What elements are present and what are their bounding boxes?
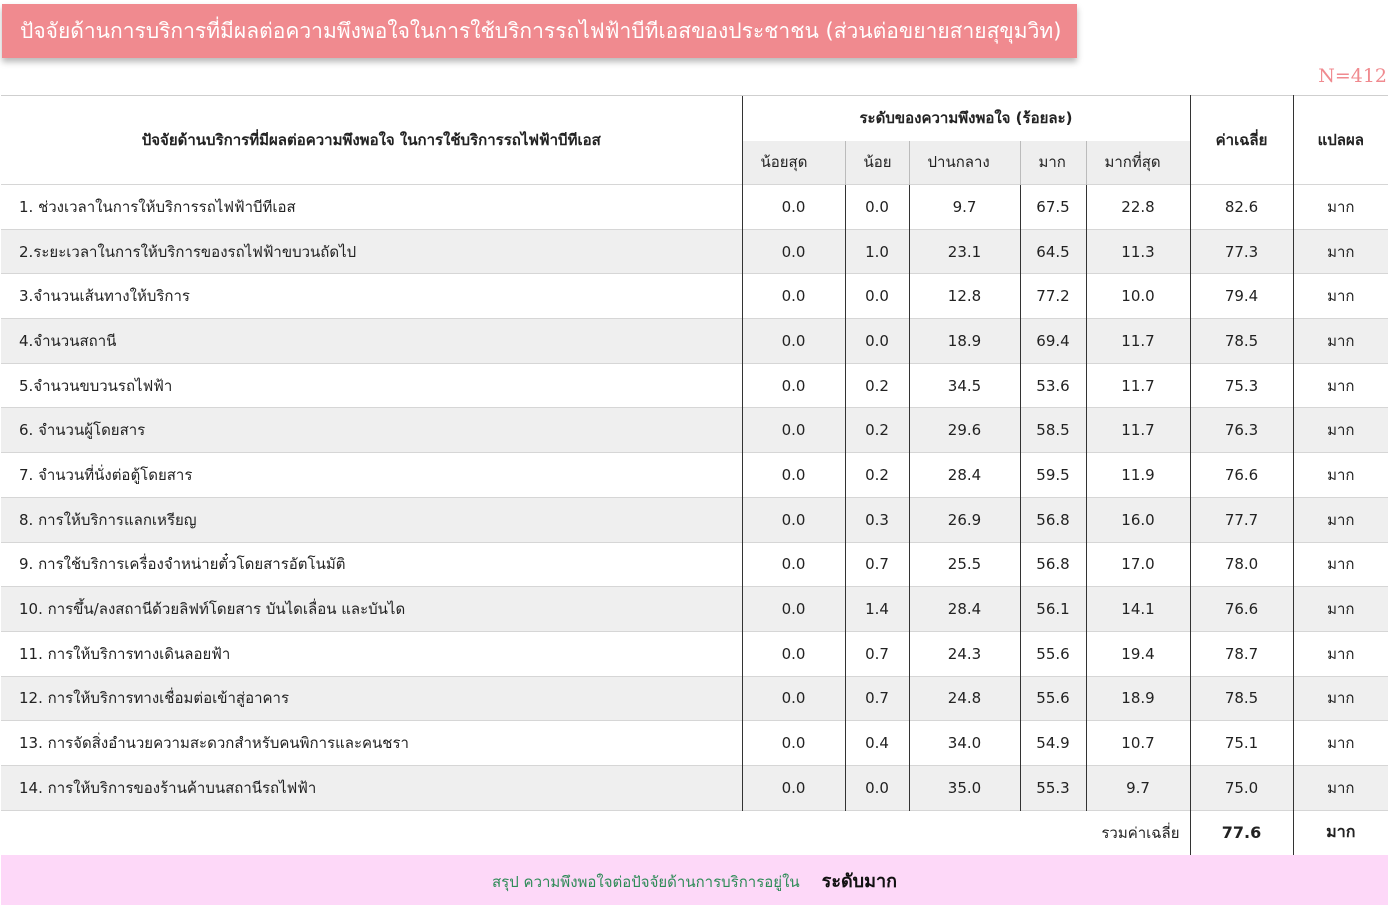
table-row — [1, 676, 1388, 721]
average-cell: 75.3 — [1190, 363, 1293, 408]
most-cell: 10.7 — [1086, 721, 1190, 766]
much-cell: 55.6 — [1020, 631, 1086, 676]
table-row — [1, 408, 1388, 453]
most-cell: 16.0 — [1086, 497, 1190, 542]
average-cell: 78.5 — [1190, 319, 1293, 364]
table-row — [1, 765, 1388, 810]
factor-cell: 9. การใช้บริการเครื่องจำหน่ายตั๋วโดยสารอัตโนมัติ — [1, 542, 742, 587]
much-cell: 67.5 — [1020, 185, 1086, 230]
factor-cell: 14. การให้บริการของร้านค้าบนสถานีรถไฟฟ้า — [1, 765, 742, 810]
interpretation-cell: มาก — [1293, 497, 1388, 542]
moderate-cell: 25.5 — [909, 542, 1020, 587]
average-cell: 77.3 — [1190, 229, 1293, 274]
interpretation-cell: มาก — [1293, 229, 1388, 274]
least-cell: 0.0 — [742, 721, 845, 766]
interpretation-cell: มาก — [1293, 274, 1388, 319]
most-cell: 18.9 — [1086, 676, 1190, 721]
much-cell: 64.5 — [1020, 229, 1086, 274]
much-cell: 59.5 — [1020, 453, 1086, 498]
little-cell: 0.4 — [845, 721, 909, 766]
table-row — [1, 542, 1388, 587]
average-cell: 82.6 — [1190, 185, 1293, 230]
much-cell: 77.2 — [1020, 274, 1086, 319]
summary-row — [1, 855, 1388, 905]
average-cell: 75.0 — [1190, 765, 1293, 810]
least-cell: 0.0 — [742, 274, 845, 319]
least-cell: 0.0 — [742, 497, 845, 542]
much-cell: 56.8 — [1020, 542, 1086, 587]
average-cell: 78.0 — [1190, 542, 1293, 587]
much-cell: 69.4 — [1020, 319, 1086, 364]
table-row — [1, 274, 1388, 319]
table-row — [1, 229, 1388, 274]
most-cell: 10.0 — [1086, 274, 1190, 319]
factor-cell: 1. ช่วงเวลาในการให้บริการรถไฟฟ้าบีทีเอส — [1, 185, 742, 230]
most-cell: 11.3 — [1086, 229, 1190, 274]
satisfaction-table — [1, 95, 1388, 905]
moderate-cell: 24.3 — [909, 631, 1020, 676]
little-cell: 0.0 — [845, 765, 909, 810]
summary-level: ระดับมาก — [821, 870, 897, 892]
little-cell: 0.0 — [845, 274, 909, 319]
level-header-most: มากที่สุด — [1086, 141, 1190, 185]
average-cell: 75.1 — [1190, 721, 1293, 766]
moderate-cell: 34.5 — [909, 363, 1020, 408]
interpretation-column-header: แปลผล — [1293, 96, 1388, 185]
table-row — [1, 721, 1388, 766]
summary-cell — [1, 855, 1388, 905]
table-row — [1, 185, 1388, 230]
most-cell: 9.7 — [1086, 765, 1190, 810]
interpretation-cell: มาก — [1293, 319, 1388, 364]
table-row — [1, 453, 1388, 498]
much-cell: 53.6 — [1020, 363, 1086, 408]
factor-cell: 11. การให้บริการทางเดินลอยฟ้า — [1, 631, 742, 676]
little-cell: 0.2 — [845, 363, 909, 408]
table-row — [1, 587, 1388, 632]
factor-cell: 3.จำนวนเส้นทางให้บริการ — [1, 274, 742, 319]
factor-cell: 8. การให้บริการแลกเหรียญ — [1, 497, 742, 542]
interpretation-cell: มาก — [1293, 587, 1388, 632]
level-header-much: มาก — [1020, 141, 1086, 185]
interpretation-cell: มาก — [1293, 765, 1388, 810]
little-cell: 0.2 — [845, 453, 909, 498]
average-cell: 76.6 — [1190, 453, 1293, 498]
moderate-cell: 26.9 — [909, 497, 1020, 542]
average-cell: 79.4 — [1190, 274, 1293, 319]
moderate-cell: 18.9 — [909, 319, 1020, 364]
interpretation-cell: มาก — [1293, 631, 1388, 676]
average-cell: 77.7 — [1190, 497, 1293, 542]
moderate-cell: 34.0 — [909, 721, 1020, 766]
most-cell: 11.7 — [1086, 319, 1190, 364]
little-cell: 0.7 — [845, 676, 909, 721]
moderate-cell: 28.4 — [909, 587, 1020, 632]
interpretation-cell: มาก — [1293, 185, 1388, 230]
interpretation-cell: มาก — [1293, 721, 1388, 766]
least-cell: 0.0 — [742, 631, 845, 676]
much-cell: 56.1 — [1020, 587, 1086, 632]
least-cell: 0.0 — [742, 453, 845, 498]
much-cell: 58.5 — [1020, 408, 1086, 453]
table-row — [1, 319, 1388, 364]
most-cell: 22.8 — [1086, 185, 1190, 230]
least-cell: 0.0 — [742, 676, 845, 721]
most-cell: 19.4 — [1086, 631, 1190, 676]
interpretation-cell: มาก — [1293, 363, 1388, 408]
summary-text: สรุป ความพึงพอใจต่อปัจจัยด้านการบริการอยู่ใน — [492, 872, 800, 891]
table-row — [1, 363, 1388, 408]
much-cell: 55.3 — [1020, 765, 1086, 810]
table-row — [1, 497, 1388, 542]
little-cell: 1.4 — [845, 587, 909, 632]
most-cell: 14.1 — [1086, 587, 1190, 632]
much-cell: 55.6 — [1020, 676, 1086, 721]
factor-cell: 6. จำนวนผู้โดยสาร — [1, 408, 742, 453]
little-cell: 0.2 — [845, 408, 909, 453]
total-interpretation: มาก — [1293, 810, 1388, 855]
moderate-cell: 29.6 — [909, 408, 1020, 453]
least-cell: 0.0 — [742, 542, 845, 587]
factor-cell: 2.ระยะเวลาในการให้บริการของรถไฟฟ้าขบวนถัดไป — [1, 229, 742, 274]
little-cell: 1.0 — [845, 229, 909, 274]
least-cell: 0.0 — [742, 185, 845, 230]
least-cell: 0.0 — [742, 765, 845, 810]
moderate-cell: 9.7 — [909, 185, 1020, 230]
least-cell: 0.0 — [742, 408, 845, 453]
little-cell: 0.7 — [845, 542, 909, 587]
level-header-moderate: ปานกลาง — [909, 141, 1020, 185]
factor-cell: 13. การจัดสิ่งอำนวยความสะดวกสำหรับคนพิการและคนชรา — [1, 721, 742, 766]
sample-size-label: N=412 — [1318, 65, 1387, 87]
total-row — [1, 810, 1388, 855]
moderate-cell: 35.0 — [909, 765, 1020, 810]
little-cell: 0.7 — [845, 631, 909, 676]
factor-cell: 12. การให้บริการทางเชื่อมต่อเข้าสู่อาคาร — [1, 676, 742, 721]
level-group-header: ระดับของความพึงพอใจ (ร้อยละ) — [742, 96, 1190, 141]
factor-cell: 4.จำนวนสถานี — [1, 319, 742, 364]
most-cell: 11.9 — [1086, 453, 1190, 498]
moderate-cell: 12.8 — [909, 274, 1020, 319]
interpretation-cell: มาก — [1293, 453, 1388, 498]
average-cell: 76.6 — [1190, 587, 1293, 632]
least-cell: 0.0 — [742, 363, 845, 408]
moderate-cell: 28.4 — [909, 453, 1020, 498]
average-cell: 78.7 — [1190, 631, 1293, 676]
table-row — [1, 631, 1388, 676]
level-header-little: น้อย — [845, 141, 909, 185]
interpretation-cell: มาก — [1293, 676, 1388, 721]
moderate-cell: 23.1 — [909, 229, 1020, 274]
least-cell: 0.0 — [742, 587, 845, 632]
total-label: รวมค่าเฉลี่ย — [1, 810, 1190, 855]
factor-cell: 5.จำนวนขบวนรถไฟฟ้า — [1, 363, 742, 408]
much-cell: 56.8 — [1020, 497, 1086, 542]
average-cell: 78.5 — [1190, 676, 1293, 721]
page-title: ปัจจัยด้านการบริการที่มีผลต่อความพึงพอใจในการใช้บริการรถไฟฟ้าบีทีเอสของประชาชน (ส่วนต่อขยายสายสุขุมวิท) — [2, 4, 1077, 58]
factor-cell: 10. การขึ้น/ลงสถานีด้วยลิฟท์โดยสาร บันไดเลื่อน และบันได — [1, 587, 742, 632]
interpretation-cell: มาก — [1293, 542, 1388, 587]
factor-cell: 7. จำนวนที่นั่งต่อตู้โดยสาร — [1, 453, 742, 498]
interpretation-cell: มาก — [1293, 408, 1388, 453]
average-column-header: ค่าเฉลี่ย — [1190, 96, 1293, 185]
least-cell: 0.0 — [742, 229, 845, 274]
average-cell: 76.3 — [1190, 408, 1293, 453]
least-cell: 0.0 — [742, 319, 845, 364]
total-average: 77.6 — [1190, 810, 1293, 855]
most-cell: 11.7 — [1086, 363, 1190, 408]
level-header-least: น้อยสุด — [742, 141, 845, 185]
little-cell: 0.0 — [845, 319, 909, 364]
little-cell: 0.0 — [845, 185, 909, 230]
factor-column-header: ปัจจัยด้านบริการที่มีผลต่อความพึงพอใจ ในการใช้บริการรถไฟฟ้าบีทีเอส — [1, 96, 742, 185]
much-cell: 54.9 — [1020, 721, 1086, 766]
most-cell: 11.7 — [1086, 408, 1190, 453]
little-cell: 0.3 — [845, 497, 909, 542]
moderate-cell: 24.8 — [909, 676, 1020, 721]
most-cell: 17.0 — [1086, 542, 1190, 587]
